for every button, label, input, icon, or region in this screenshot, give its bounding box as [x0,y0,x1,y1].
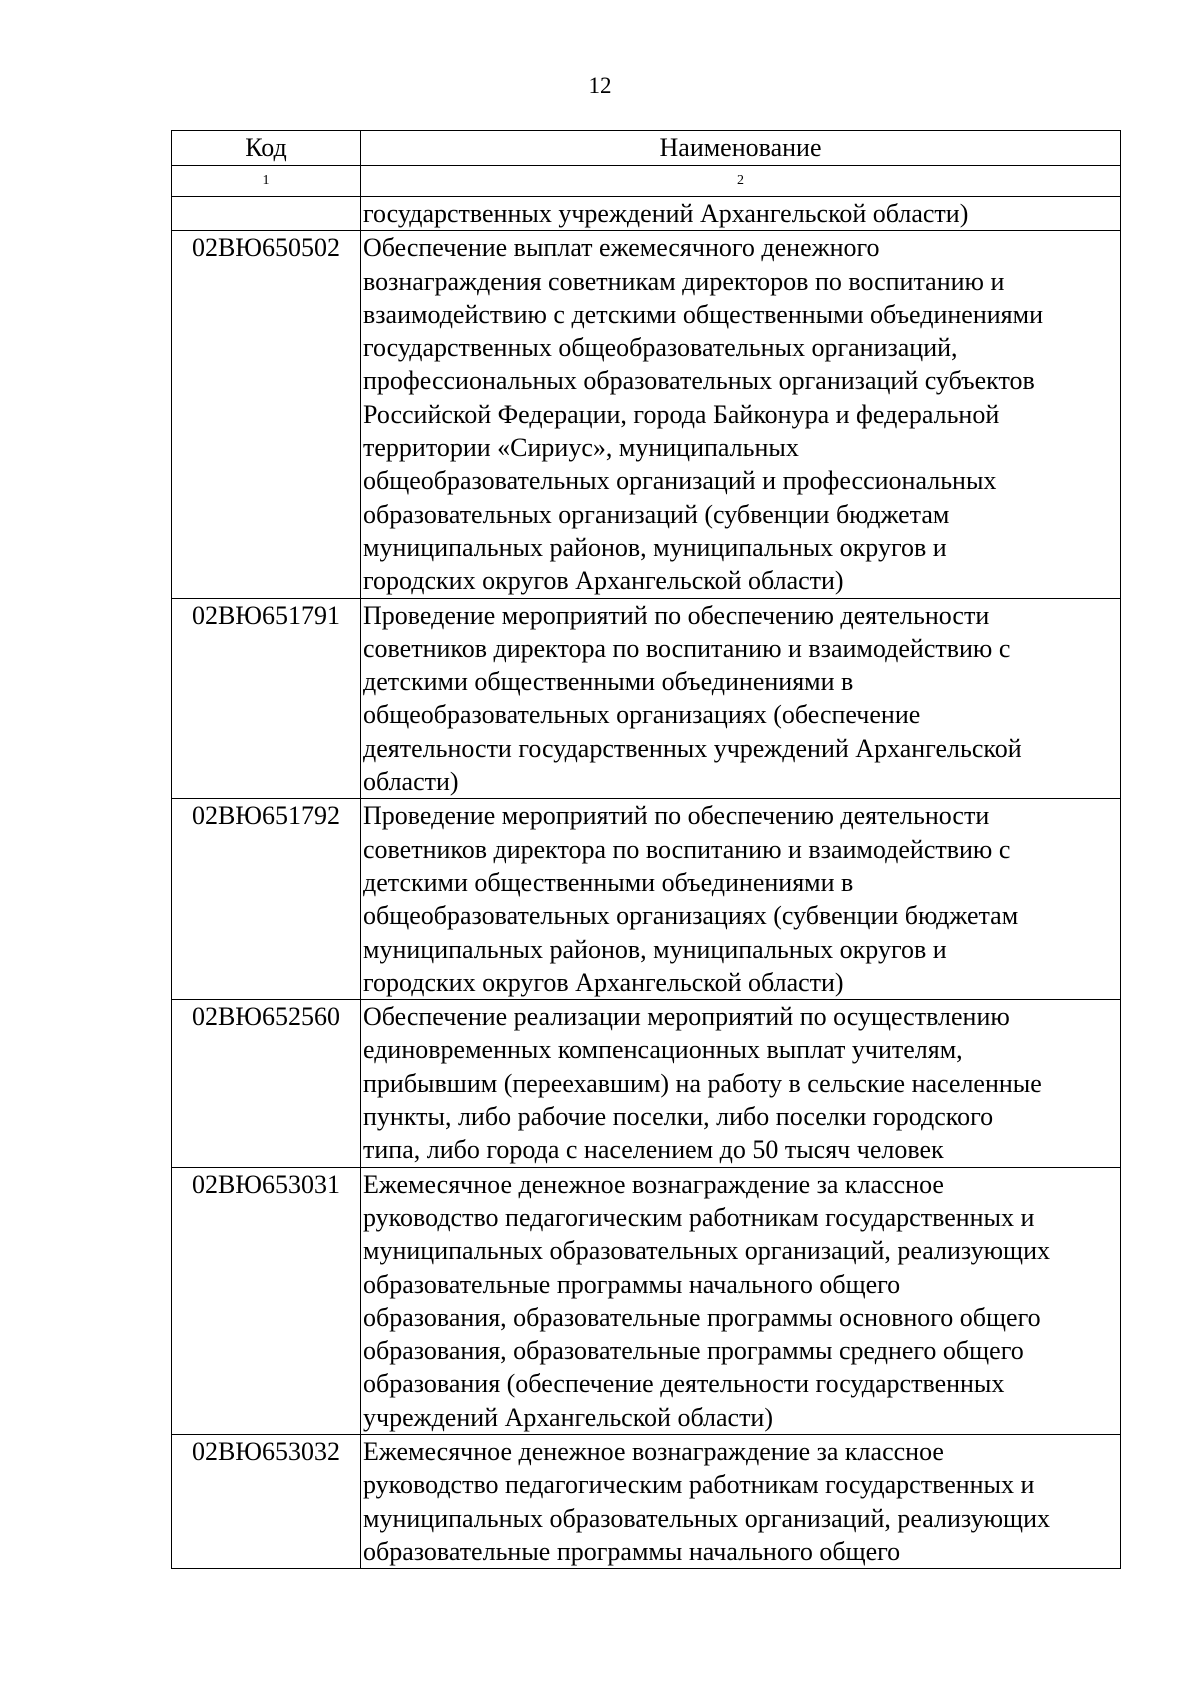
table-row [172,1000,1121,1167]
row-code: 02ВЮ651791 [172,598,361,799]
row-code: 02ВЮ653031 [172,1167,361,1434]
column-number-name: 2 [361,166,1121,197]
page-number: 12 [588,73,612,98]
table-row [172,598,1121,799]
table-row [172,231,1121,598]
row-code [172,197,361,231]
row-name: государственных учреждений Архангельской области) [361,197,1121,231]
column-number-code: 1 [172,166,361,197]
row-name: Ежемесячное денежное вознаграждение за классное руководство педагогическим работникам государственных и муниципальных образовательных организаций, реализующих образовательные программы начального общего образования, образовательные программы основного общего образования, образовательные программы среднего общего образования (обеспечение деятельности государственных учреждений Архангельской области) [361,1167,1121,1434]
row-code: 02ВЮ650502 [172,231,361,598]
table-row [172,1167,1121,1434]
column-header-code: Код [172,131,361,166]
table-row [172,197,1121,231]
column-header-name: Наименование [361,131,1121,166]
table-row [172,1434,1121,1568]
row-name: Обеспечение выплат ежемесячного денежного вознаграждения советникам директоров по воспитанию и взаимодействию с детскими общественными объединениями государственных общеобразовательных организаций, профессиональных образовательных организаций субъектов Российской Федерации, города Байконура и федеральной территории «Сириус», муниципальных общеобразовательных организаций и профессиональных образовательных организаций (субвенции бюджетам муниципальных районов, муниципальных округов и городских округов Архангельской области) [361,231,1121,598]
row-code: 02ВЮ651792 [172,799,361,1000]
table-row [172,799,1121,1000]
row-code: 02ВЮ652560 [172,1000,361,1167]
row-code: 02ВЮ653032 [172,1434,361,1568]
row-name: Обеспечение реализации мероприятий по осуществлению единовременных компенсационных выплат учителям, прибывшим (переехавшим) на работу в сельские населенные пункты, либо рабочие поселки, либо поселки городского типа, либо города с населением до 50 тысяч человек [361,1000,1121,1167]
row-name: Проведение мероприятий по обеспечению деятельности советников директора по воспитанию и взаимодействию с детскими общественными объединениями в общеобразовательных организациях (субвенции бюджетам муниципальных районов, муниципальных округов и городских округов Архангельской области) [361,799,1121,1000]
table-header-row [172,131,1121,166]
row-name: Ежемесячное денежное вознаграждение за классное руководство педагогическим работникам государственных и муниципальных образовательных организаций, реализующих образовательные программы начального общего [361,1434,1121,1568]
column-number-row [172,166,1121,197]
row-name: Проведение мероприятий по обеспечению деятельности советников директора по воспитанию и взаимодействию с детскими общественными объединениями в общеобразовательных организациях (обеспечение деятельности государственных учреждений Архангельской области) [361,598,1121,799]
budget-codes-table [171,130,1121,1569]
